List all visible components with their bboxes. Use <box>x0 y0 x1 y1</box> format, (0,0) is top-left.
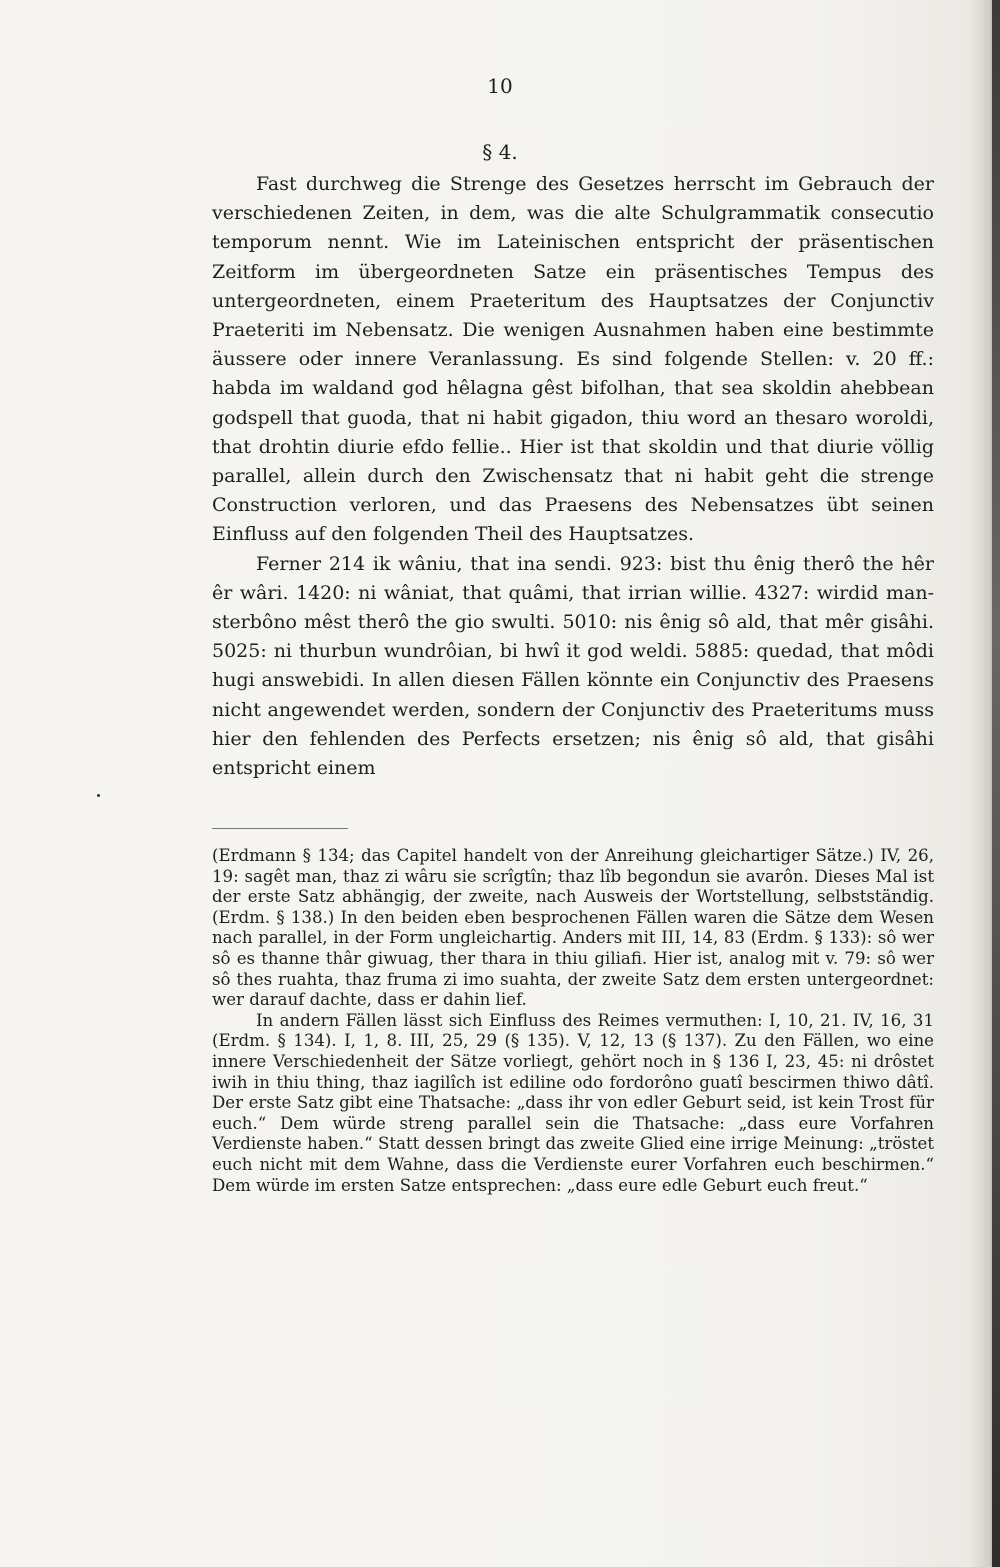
body-paragraph: Fast durchweg die Strenge des Gesetzes herrscht im Gebrauch der verschiedenen Zeiten, in dem, was die alte Schulgrammatik consecutio temporum nennt. Wie im Lateinischen entspricht der präsentischen Zeitform im übergeordneten Satze ein präsentisches Tempus des untergeordneten, einem Praeteritum des Hauptsatzes der Conjunctiv Praeteriti im Nebensatz. Die wenigen Ausnahmen haben eine bestimmte äussere oder innere Veranlassung. Es sind folgende Stellen: v. 20 ff.: habda im waldand god hêlagna gêst bifolhan, that sea skoldin ahebbean godspell that guoda, that ni habit gigadon, thiu word an thesaro woroldi, that drohtin diurie efdo fellie.. Hier ist that skoldin und that diurie völlig parallel, allein durch den Zwischensatz that ni habit geht die strenge Construction verloren, und das Praesens des Nebensatzes übt seinen Einfluss auf den folgenden Theil des Hauptsatzes. <box>212 173 934 546</box>
page-number: 10 <box>487 74 513 98</box>
section-heading: § 4. <box>482 140 518 164</box>
footnotes <box>212 846 934 1196</box>
body-paragraph: Ferner 214 ik wâniu, that ina sendi. 923: bist thu ênig therô the hêr êr wâri. 1420: ni wâniat, that quâmi, that irrian willie. 4327: wirdid man-sterbôno mêst therô the gio swulti. 5010: nis ênig sô ald, that mêr gisâhi. 5025: ni thurbun wundrôian, bi hwî it god weldi. 5885: quedad, that môdi hugi answebidi. In allen diesen Fällen könnte ein Conjunctiv des Praesens nicht angewendet werden, sondern der Conjunctiv des Praeteritums muss hier den fehlenden des Perfects ersetzen; nis ênig sô ald, that gisâhi entspricht einem <box>212 552 934 780</box>
page-edge <box>992 0 1000 1567</box>
paper-speck <box>97 794 100 797</box>
footnote-paragraph: In andern Fällen lässt sich Einfluss des Reimes vermuthen: I, 10, 21. IV, 16, 31 (Erdm. § 134). I, 1, 8. III, 25, 29 (§ 135). V, 12, 13 (§ 137). Zu den Fällen, wo eine innere Verschiedenheit der Sätze vorliegt, gehört noch in § 136 I, 23, 45: ni drôstet iwih in thiu thing, thaz iagilîch ist ediline odo fordorôno guatî bescirmen thiwo dâtî. Der erste Satz gibt eine Thatsache: „dass ihr von edler Geburt seid, ist kein Trost für euch.“ Dem würde streng parallel sein die Thatsache: „dass eure Vorfahren Verdienste haben.“ Statt dessen bringt das zweite Glied eine irrige Meinung: „tröstet euch nicht mit dem Wahne, dass die Verdienste eurer Vorfahren euch beschirmen.“ Dem würde im ersten Satze entsprechen: „dass eure edle Geburt euch freut.“ <box>212 1010 934 1195</box>
footnote-paragraph: (Erdmann § 134; das Capitel handelt von der Anreihung gleichartiger Sätze.) IV, 26, 19: sagêt man, thaz zi wâru sie scrîgtîn; thaz lîb begondun sie avarôn. Dieses Mal ist der erste Satz abhängig, der zweite, nach Ausweis der Wortstellung, selbstständig. (Erdm. § 138.) In den beiden eben besprochenen Fällen waren die Sätze dem Wesen nach parallel, in der Form ungleichartig. Anders mit III, 14, 83 (Erdm. § 133): sô wer sô es thanne thâr giwuag, ther thara in thiu giliafi. Hier ist, analog mit v. 79: sô wer sô thes ruahta, thaz fruma zi imo suahta, der zweite Satz dem ersten untergeordnet: wer darauf dachte, dass er dahin lief. <box>212 846 934 1010</box>
footnote-divider <box>212 828 348 829</box>
main-text <box>212 170 934 783</box>
